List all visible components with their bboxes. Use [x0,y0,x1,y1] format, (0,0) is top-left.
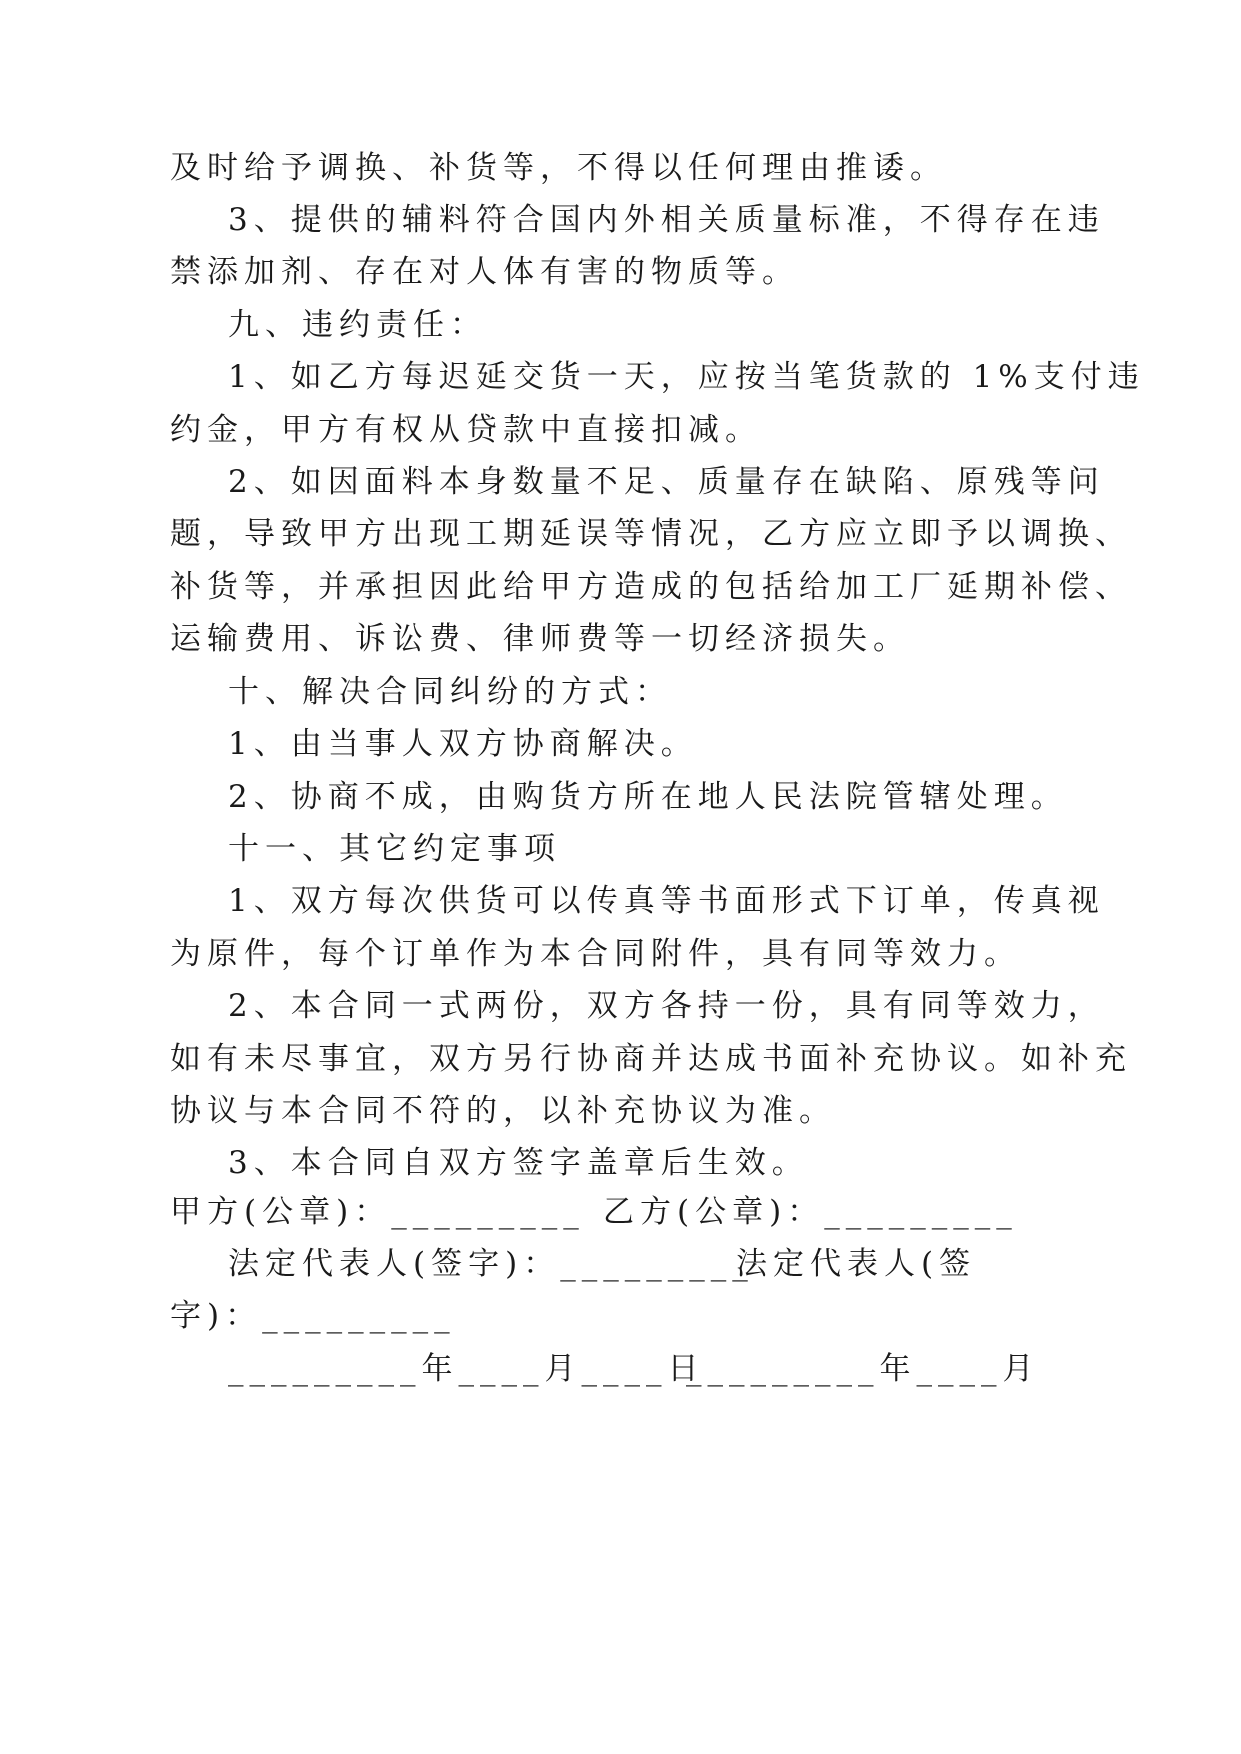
paragraph-line: 及时给予调换、补货等，不得以任何理由推诿。 [170,150,947,186]
paragraph-line: 2、本合同一式两份，双方各持一份，具有同等效力， [228,988,1105,1024]
paragraph-line: 约金，甲方有权从贷款中直接扣减。 [170,412,762,448]
paragraph-line: 如有未尽事宜，双方另行协商并达成书面补充协议。如补充 [170,1041,1132,1077]
paragraph-line: 运输费用、诉讼费、律师费等一切经济损失。 [170,621,910,657]
party-a-representative: 法定代表人(签字)：_________ [228,1246,754,1282]
paragraph-line: 1、双方每次供货可以传真等书面形式下订单，传真视 [228,883,1105,919]
section-heading: 十、解决合同纠纷的方式： [228,674,672,710]
paragraph-line: 禁添加剂、存在对人体有害的物质等。 [170,254,799,290]
section-heading: 九、违约责任： [228,307,487,343]
party-a-date: _________年____月____日 [228,1351,705,1387]
paragraph-line: 为原件，每个订单作为本合同附件，具有同等效力。 [170,936,1021,972]
party-b-date: _________年____月 [686,1351,1040,1387]
paragraph-line: 补货等，并承担因此给甲方造成的包括给加工厂延期补偿、 [170,569,1132,605]
paragraph-line: 3、提供的辅料符合国内外相关质量标准，不得存在违 [228,202,1105,238]
party-b-representative: 法定代表人(签 [736,1246,977,1282]
paragraph-line: 1、如乙方每迟延交货一天，应按当笔货款的 1%支付违 [228,359,1145,395]
paragraph-line: 2、协商不成，由购货方所在地人民法院管辖处理。 [228,779,1068,815]
paragraph-line: 2、如因面料本身数量不足、质量存在缺陷、原残等问 [228,464,1105,500]
party-b-representative-cont: 字)：_________ [170,1298,456,1334]
section-heading: 十一、其它约定事项 [228,831,561,867]
paragraph-line: 1、由当事人双方协商解决。 [228,726,698,762]
party-b-seal: 乙方(公章)：_________ [603,1194,1018,1230]
party-a-seal: 甲方(公章)：_________ [170,1194,585,1230]
paragraph-line: 协议与本合同不符的，以补充协议为准。 [170,1093,836,1129]
paragraph-line: 题，导致甲方出现工期延误等情况，乙方应立即予以调换、 [170,516,1132,552]
paragraph-line: 3、本合同自双方签字盖章后生效。 [228,1145,809,1181]
